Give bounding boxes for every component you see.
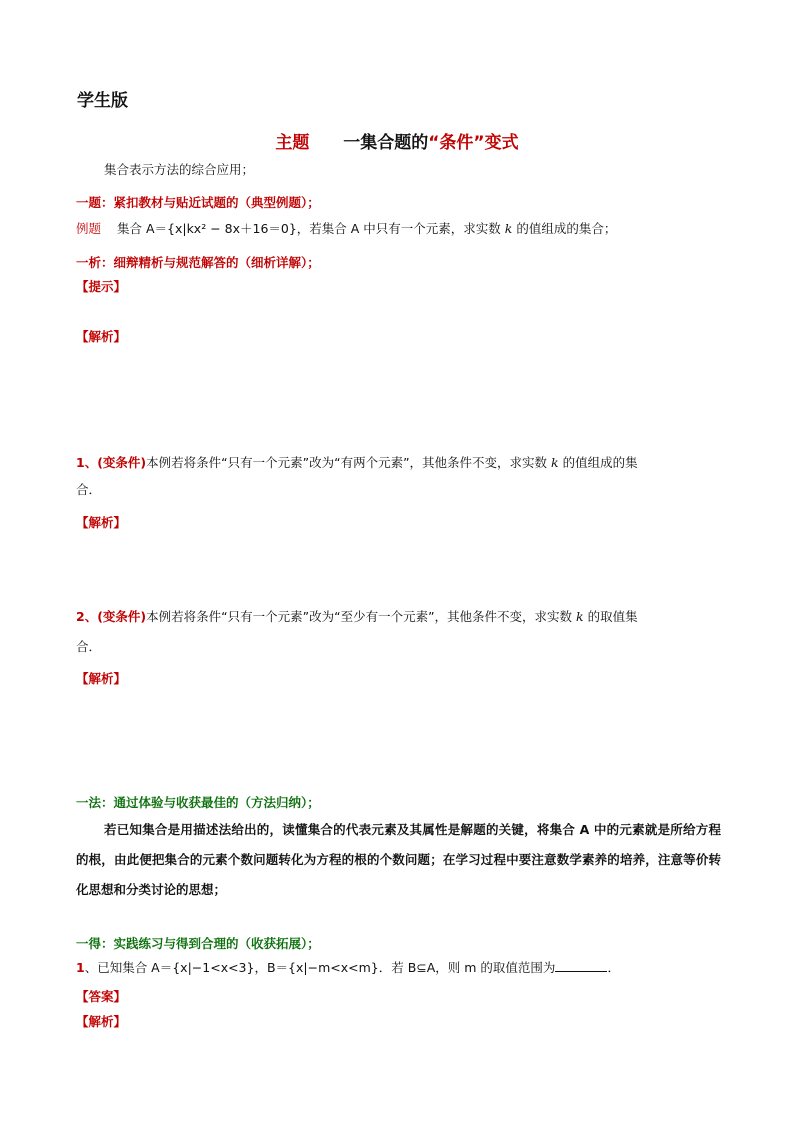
- variant-2-line1: 2、(变条件)本例若将条件“只有一个元素”改为“至少有一个元素”，其他条件不变，求实数 k 的取值集: [76, 609, 638, 624]
- version-label: 学生版: [77, 91, 128, 111]
- title-highlight: “条件”变式: [428, 133, 519, 153]
- title-main: 一集合题的: [343, 133, 429, 153]
- practice-question-1: 1、已知集合 A＝{x|−1<x<3}，B＝{x|−m<x<m}．若 B⊆A，则 m 的取值范围为 ．: [76, 960, 620, 975]
- variant-2-analysis-label: 【解析】: [76, 671, 127, 686]
- variant-1-analysis-label: 【解析】: [76, 515, 127, 530]
- analysis-label: 【解析】: [76, 329, 127, 344]
- section-practice-heading: 一得：实践练习与得到合理的（收获拓展）；: [76, 936, 320, 951]
- example-label: 例题: [76, 221, 102, 236]
- intro-text: 集合表示方法的综合应用；: [104, 162, 255, 177]
- hint-label: 【提示】: [76, 279, 127, 294]
- answer-blank[interactable]: [555, 959, 607, 972]
- variant-2-line2: 合．: [76, 639, 102, 654]
- example-text: 集合 A＝{x|kx² − 8x＋16＝0}，若集合 A 中只有一个元素，求实数: [116, 221, 501, 236]
- section-typical-example-heading: 一题：紧扣教材与贴近试题的（典型例题）；: [76, 195, 320, 210]
- page-title: [0, 128, 794, 153]
- section-method-heading: 一法：通过体验与收获最佳的（方法归纳）；: [76, 795, 320, 810]
- variant-1-line1: 1、(变条件)本例若将条件“只有一个元素”改为“有两个元素”，其他条件不变，求实数 k 的值组成的集: [76, 455, 638, 470]
- variant-1-line2: 合．: [76, 482, 102, 497]
- answer-label: 【答案】: [76, 989, 127, 1004]
- example-line: 例题 集合 A＝{x|kx² − 8x＋16＝0}，若集合 A 中只有一个元素，求实数 k 的值组成的集合；: [76, 221, 617, 236]
- practice-analysis-label: 【解析】: [76, 1014, 127, 1029]
- title-topic: 主题: [275, 133, 310, 153]
- method-paragraph: 若已知集合是用描述法给出的，读懂集合的代表元素及其属性是解题的关键，将集合 A 中的元素就是所给方程的根，由此便把集合的元素个数问题转化为方程的根的个数问题；在学习过程中要注意数学素养的培养，注意等价转化思想和分类讨论的思想；: [76, 822, 721, 897]
- section-analysis-heading: 一析：细辩精析与规范解答的（细析详解）；: [76, 255, 320, 270]
